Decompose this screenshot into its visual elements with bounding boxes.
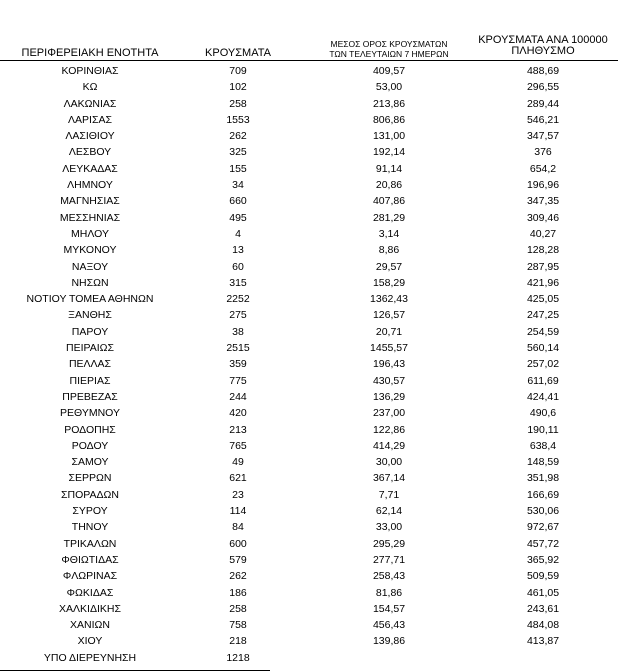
table-row — [0, 519, 625, 535]
cases-cell: 13 — [232, 244, 244, 257]
table-row — [0, 373, 625, 389]
table-row — [0, 340, 625, 356]
region-cell: ΥΠΟ ΔΙΕΡΕΥΝΗΣΗ — [43, 651, 137, 664]
header-per100k-line-2: ΠΛΗΘΥΣΜΟ — [511, 45, 575, 57]
per100k-cell: 347,35 — [526, 195, 560, 208]
per100k-cell: 560,14 — [526, 342, 560, 355]
header-avg-line-2: ΤΩΝ ΤΕΛΕΥΤΑΙΩΝ 7 ΗΜΕΡΩΝ — [329, 49, 449, 59]
region-cell: ΧΑΛΚΙΔΙΚΗΣ — [59, 602, 121, 615]
cases-cell: 621 — [229, 472, 247, 485]
avg7-cell: 409,57 — [372, 65, 406, 77]
cases-cell: 262 — [229, 130, 247, 143]
cases-cell: 258 — [229, 97, 247, 110]
per100k-cell: 457,72 — [526, 537, 560, 550]
region-cell: ΛΑΡΙΣΑΣ — [68, 113, 112, 126]
avg7-cell: 33,00 — [375, 521, 403, 534]
avg7-cell: 158,29 — [372, 276, 406, 289]
cases-cell: 1553 — [226, 113, 250, 126]
cases-cell: 758 — [229, 619, 247, 632]
per100k-cell: 247,25 — [526, 309, 560, 322]
header-region: ΠΕΡΙΦΕΡΕΙΑΚΗ ΕΝΟΤΗΤΑ — [21, 47, 159, 59]
header-avg-line-1: ΜΕΣΟΣ ΟΡΟΣ ΚΡΟΥΣΜΑΤΩΝ — [330, 39, 448, 49]
per100k-cell: 546,21 — [526, 113, 560, 126]
cases-cell: 155 — [229, 162, 247, 175]
cases-cell: 102 — [229, 81, 247, 94]
per100k-cell: 287,95 — [526, 260, 560, 273]
region-cell: ΚΩ — [82, 81, 98, 94]
per100k-cell: 424,41 — [526, 390, 560, 403]
cases-cell: 775 — [229, 374, 247, 387]
per100k-cell: 488,69 — [526, 65, 560, 77]
avg7-cell: 456,43 — [372, 619, 406, 632]
cases-cell: 23 — [232, 488, 244, 501]
cases-cell: 60 — [232, 260, 244, 273]
table-row — [0, 161, 625, 177]
per100k-cell: 509,59 — [526, 570, 560, 583]
region-cell: ΝΗΣΩΝ — [71, 276, 109, 289]
per100k-cell: 40,27 — [529, 227, 557, 240]
avg7-cell: 139,86 — [372, 635, 406, 648]
avg7-cell: 3,14 — [378, 227, 400, 240]
region-cell: ΠΡΕΒΕΖΑΣ — [62, 390, 118, 403]
region-cell: ΛΗΜΝΟΥ — [67, 179, 113, 192]
avg7-cell: 196,43 — [372, 358, 406, 371]
region-cell: ΧΑΝΙΩΝ — [70, 619, 110, 632]
region-cell: ΡΟΔΟΠΗΣ — [64, 423, 116, 436]
per100k-cell: 196,96 — [526, 179, 560, 192]
table-row — [0, 552, 625, 568]
per100k-cell: 530,06 — [526, 505, 560, 518]
table-row — [0, 128, 625, 144]
region-cell: ΣΥΡΟΥ — [72, 505, 108, 518]
table-row — [0, 470, 625, 486]
table-row — [0, 503, 625, 519]
header-cases: ΚΡΟΥΣΜΑΤΑ — [205, 47, 271, 59]
avg7-cell: 154,57 — [372, 602, 406, 615]
table-row — [0, 601, 625, 617]
cases-cell: 38 — [232, 325, 244, 338]
region-cell: ΛΑΣΙΘΙΟΥ — [65, 130, 115, 143]
avg7-cell: 20,71 — [375, 325, 403, 338]
cases-cell: 765 — [229, 439, 247, 452]
table-row — [0, 454, 625, 470]
cases-cell: 244 — [229, 390, 247, 403]
table-row — [0, 259, 625, 275]
region-cell: ΜΕΣΣΗΝΙΑΣ — [59, 211, 121, 224]
per100k-cell: 365,92 — [526, 553, 560, 566]
avg7-cell: 430,57 — [372, 374, 406, 387]
per100k-cell: 376 — [534, 146, 552, 159]
region-cell: ΠΕΛΛΑΣ — [68, 358, 112, 371]
cases-cell: 114 — [229, 505, 247, 518]
avg7-cell: 806,86 — [372, 113, 406, 126]
cases-cell: 2515 — [226, 342, 250, 355]
per100k-cell: 638,4 — [529, 439, 557, 452]
per100k-cell: 309,46 — [526, 211, 560, 224]
per100k-cell: 611,69 — [527, 374, 559, 387]
table-row — [0, 324, 625, 340]
per100k-cell: 461,05 — [526, 586, 560, 599]
table-row — [0, 422, 625, 438]
table-body — [0, 63, 625, 666]
table-row — [0, 568, 625, 584]
region-cell: ΤΡΙΚΑΛΩΝ — [63, 537, 117, 550]
table-row — [0, 617, 625, 633]
region-cell: ΛΕΥΚΑΔΑΣ — [62, 162, 118, 175]
region-cell: ΤΗΝΟΥ — [71, 521, 109, 534]
table-row — [0, 487, 625, 503]
region-cell: ΚΟΡΙΝΘΙΑΣ — [61, 65, 119, 77]
per100k-cell: 289,44 — [526, 97, 560, 110]
avg7-cell: 126,57 — [372, 309, 406, 322]
per100k-cell: 254,59 — [526, 325, 560, 338]
avg7-cell: 213,86 — [372, 97, 406, 110]
header-per100k-line-1: ΚΡΟΥΣΜΑΤΑ ΑΝΑ 100000 — [478, 34, 608, 46]
region-cell: ΞΑΝΘΗΣ — [68, 309, 112, 322]
region-cell: ΧΙΟΥ — [77, 635, 103, 648]
table-row — [0, 633, 625, 649]
table-row — [0, 389, 625, 405]
region-cell: ΝΟΤΙΟΥ ΤΟΜΕΑ ΑΘΗΝΩΝ — [26, 293, 154, 306]
avg7-cell: 1455,57 — [370, 342, 408, 355]
avg7-cell: 122,86 — [372, 423, 406, 436]
per100k-cell: 190,11 — [527, 423, 559, 436]
region-cell: ΠΕΙΡΑΙΩΣ — [66, 342, 114, 355]
per100k-cell: 296,55 — [526, 81, 560, 94]
per100k-cell: 351,98 — [526, 472, 560, 485]
per100k-cell: 484,08 — [526, 619, 560, 632]
per100k-cell: 148,59 — [526, 456, 560, 469]
table-row — [0, 650, 625, 666]
table-row — [0, 112, 625, 128]
cases-cell: 420 — [229, 407, 247, 420]
cases-cell: 186 — [229, 586, 247, 599]
cases-cell: 325 — [229, 146, 247, 159]
region-cell: ΜΗΛΟΥ — [71, 227, 109, 240]
header-per-100k — [468, 35, 618, 57]
table-row — [0, 242, 625, 258]
region-cell: ΣΠΟΡΑΔΩΝ — [61, 488, 119, 501]
table-row — [0, 193, 625, 209]
avg7-cell: 237,00 — [372, 407, 406, 420]
table-row — [0, 585, 625, 601]
avg7-cell: 91,14 — [375, 162, 403, 175]
region-cell: ΜΥΚΟΝΟΥ — [63, 244, 117, 257]
region-cell: ΡΟΔΟΥ — [71, 439, 109, 452]
avg7-cell: 81,86 — [375, 586, 403, 599]
per100k-cell: 425,05 — [526, 293, 560, 306]
cases-cell: 213 — [229, 423, 247, 436]
avg7-cell: 277,71 — [372, 553, 406, 566]
table-row — [0, 177, 625, 193]
avg7-cell: 29,57 — [375, 260, 403, 273]
avg7-cell: 192,14 — [372, 146, 406, 159]
avg7-cell: 8,86 — [378, 244, 400, 257]
avg7-cell: 414,29 — [372, 439, 406, 452]
per100k-cell: 257,02 — [526, 358, 560, 371]
per100k-cell: 347,57 — [526, 130, 560, 143]
footer-divider — [0, 670, 270, 671]
avg7-cell: 281,29 — [372, 211, 406, 224]
cases-cell: 600 — [229, 537, 247, 550]
table-row — [0, 536, 625, 552]
region-cell: ΦΩΚΙΔΑΣ — [66, 586, 114, 599]
region-cell: ΠΙΕΡΙΑΣ — [69, 374, 111, 387]
per100k-cell: 421,96 — [526, 276, 560, 289]
table-row — [0, 356, 625, 372]
region-cell: ΛΑΚΩΝΙΑΣ — [63, 97, 117, 110]
avg7-cell: 258,43 — [372, 570, 406, 583]
table-row — [0, 63, 625, 79]
cases-cell: 579 — [229, 553, 247, 566]
cases-cell: 2252 — [226, 293, 250, 306]
cases-cell: 275 — [229, 309, 247, 322]
header-divider — [0, 60, 618, 61]
region-cell: ΠΑΡΟΥ — [71, 325, 109, 338]
cases-cell: 218 — [229, 635, 247, 648]
region-cell: ΦΘΙΩΤΙΔΑΣ — [61, 553, 119, 566]
table-row — [0, 79, 625, 95]
per100k-cell: 413,87 — [526, 635, 560, 648]
avg7-cell: 295,29 — [372, 537, 406, 550]
cases-cell: 84 — [232, 521, 244, 534]
region-cell: ΣΕΡΡΩΝ — [68, 472, 112, 485]
per100k-cell: 166,69 — [526, 488, 560, 501]
table-row — [0, 96, 625, 112]
avg7-cell: 20,86 — [375, 179, 403, 192]
cases-cell: 359 — [229, 358, 247, 371]
table-row — [0, 210, 625, 226]
per100k-cell: 654,2 — [529, 162, 557, 175]
region-cell: ΣΑΜΟΥ — [71, 456, 109, 469]
region-cell: ΜΑΓΝΗΣΙΑΣ — [60, 195, 120, 208]
avg7-cell: 62,14 — [375, 505, 403, 518]
table-row — [0, 226, 625, 242]
avg7-cell: 136,29 — [372, 390, 406, 403]
cases-cell: 34 — [232, 179, 244, 192]
cases-cell: 709 — [229, 65, 247, 77]
cases-cell: 4 — [235, 227, 241, 240]
header-avg-7-days — [314, 39, 464, 59]
per100k-cell: 972,67 — [526, 521, 560, 534]
per100k-cell: 490,6 — [529, 407, 557, 420]
table-row — [0, 438, 625, 454]
table-row — [0, 275, 625, 291]
cases-cell: 49 — [232, 456, 244, 469]
avg7-cell: 131,00 — [372, 130, 406, 143]
cases-cell: 495 — [229, 211, 247, 224]
cases-cell: 660 — [229, 195, 247, 208]
cases-cell: 262 — [229, 570, 247, 583]
table-header-row — [0, 0, 625, 60]
avg7-cell: 1362,43 — [370, 293, 408, 306]
region-cell: ΡΕΘΥΜΝΟΥ — [59, 407, 120, 420]
region-cell: ΦΛΩΡΙΝΑΣ — [62, 570, 118, 583]
table-row — [0, 307, 625, 323]
avg7-cell: 53,00 — [375, 81, 403, 94]
avg7-cell: 407,86 — [372, 195, 406, 208]
region-cell: ΛΕΣΒΟΥ — [68, 146, 112, 159]
cases-cell: 1218 — [226, 651, 250, 664]
table-row — [0, 291, 625, 307]
table-row — [0, 405, 625, 421]
avg7-cell: 367,14 — [372, 472, 406, 485]
cases-cell: 258 — [229, 602, 247, 615]
avg7-cell: 30,00 — [375, 456, 403, 469]
cases-cell: 315 — [229, 276, 247, 289]
region-cell: ΝΑΞΟΥ — [71, 260, 109, 273]
table-row — [0, 144, 625, 160]
per100k-cell: 243,61 — [526, 602, 560, 615]
per100k-cell: 128,28 — [526, 244, 560, 257]
avg7-cell: 7,71 — [378, 488, 400, 501]
